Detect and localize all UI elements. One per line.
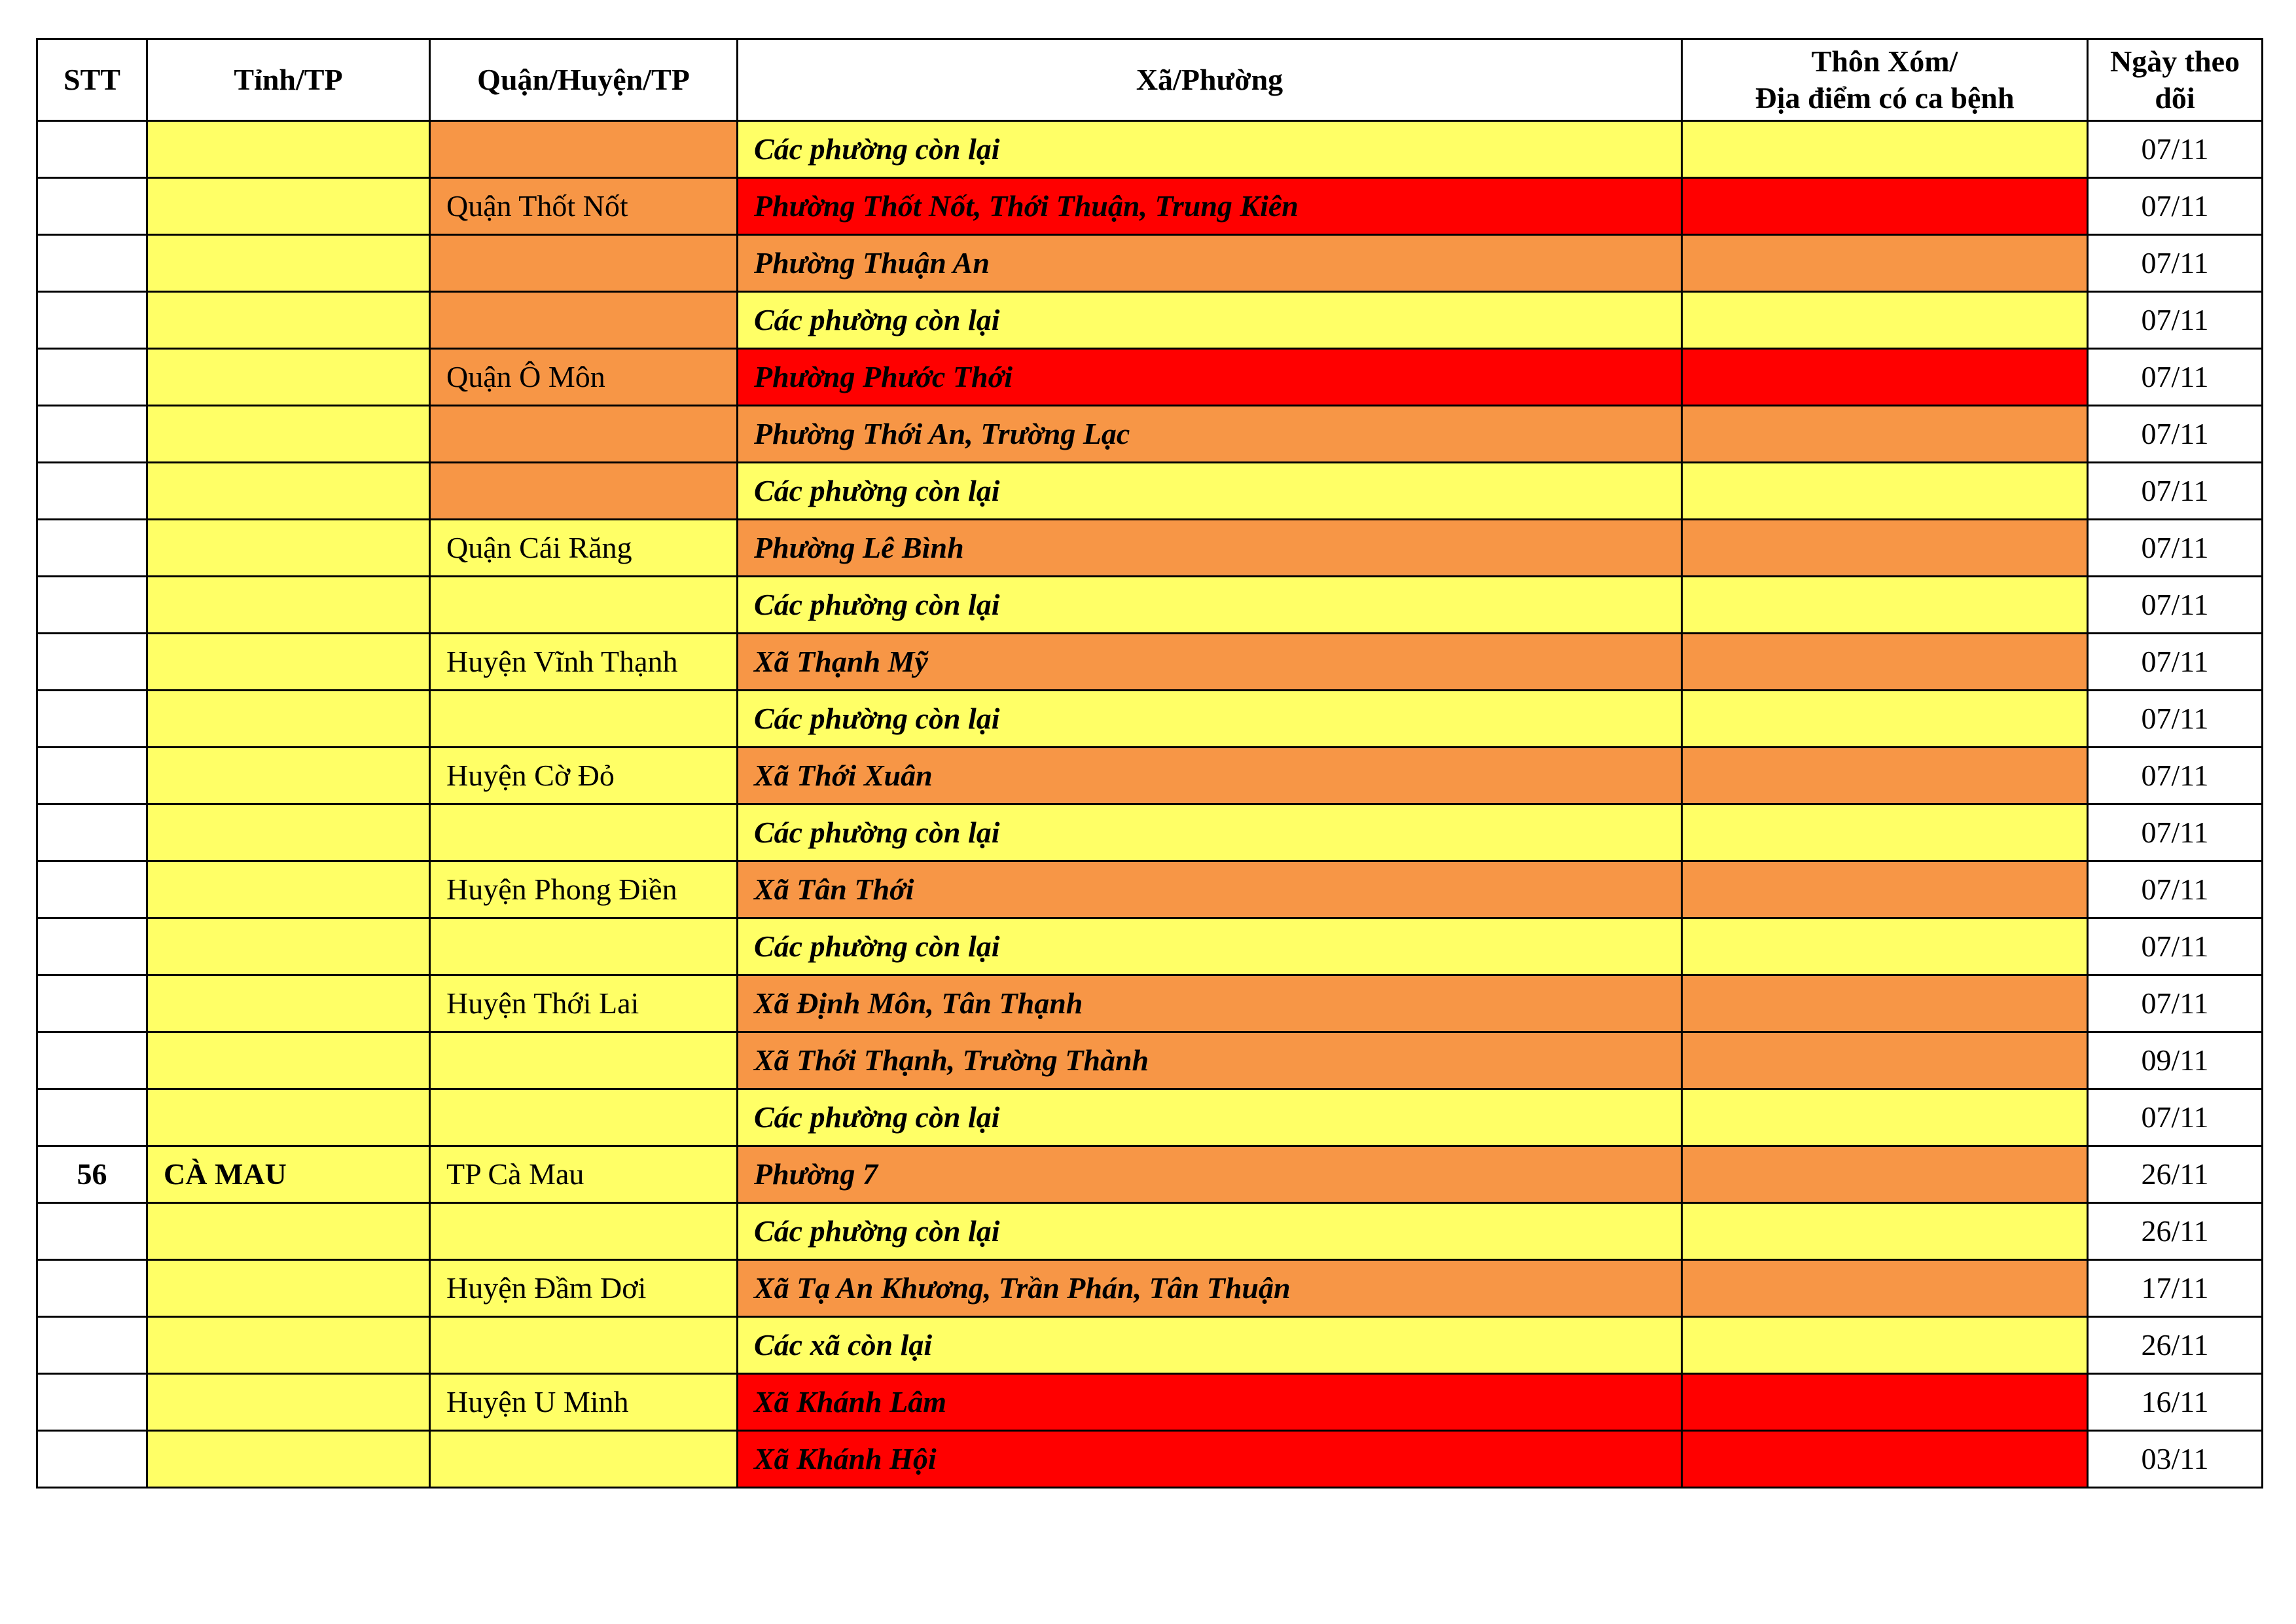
province-cell [147,1317,430,1374]
province-cell [147,178,430,235]
district-cell [430,1089,738,1146]
district-cell: Huyện Cờ Đỏ [430,748,738,804]
stt-cell [37,292,147,349]
location-cell [1682,1032,2088,1089]
table-row [37,577,2263,634]
district-cell [430,918,738,975]
district-cell [430,1032,738,1089]
district-cell [430,577,738,634]
district-cell: Quận Ô Môn [430,349,738,406]
ward-cell: Phường Thuận An [738,235,1682,292]
table-row [37,975,2263,1032]
location-cell [1682,1146,2088,1203]
date-cell: 09/11 [2088,1032,2263,1089]
stt-cell [37,634,147,691]
province-cell [147,1089,430,1146]
table-row [37,1317,2263,1374]
stt-cell [37,520,147,577]
date-cell: 17/11 [2088,1260,2263,1317]
location-cell [1682,235,2088,292]
table-row [37,1146,2263,1203]
province-cell: CÀ MAU [147,1146,430,1203]
ward-cell: Phường Phước Thới [738,349,1682,406]
location-cell [1682,634,2088,691]
ward-cell: Phường 7 [738,1146,1682,1203]
stt-cell [37,1317,147,1374]
stt-cell [37,1431,147,1488]
province-cell [147,975,430,1032]
header-location-line2: Địa điểm có ca bệnh [1755,81,2015,115]
province-cell [147,1032,430,1089]
date-cell: 07/11 [2088,577,2263,634]
location-cell [1682,975,2088,1032]
location-cell [1682,804,2088,861]
district-cell [430,463,738,520]
province-cell [147,349,430,406]
table-row [37,406,2263,463]
stt-cell [37,1260,147,1317]
ward-cell: Xã Khánh Lâm [738,1374,1682,1431]
date-cell: 07/11 [2088,918,2263,975]
location-cell [1682,406,2088,463]
header-province: Tỉnh/TP [147,39,430,121]
date-cell: 07/11 [2088,861,2263,918]
ward-cell: Các phường còn lại [738,577,1682,634]
table-row [37,634,2263,691]
date-cell: 16/11 [2088,1374,2263,1431]
stt-cell [37,1089,147,1146]
ward-cell: Xã Thạnh Mỹ [738,634,1682,691]
district-cell: Quận Cái Răng [430,520,738,577]
ward-cell: Các phường còn lại [738,918,1682,975]
province-cell [147,292,430,349]
table-row [37,520,2263,577]
district-cell [430,235,738,292]
table-row [37,1032,2263,1089]
district-cell [430,1431,738,1488]
province-cell [147,918,430,975]
location-cell [1682,121,2088,178]
stt-cell [37,463,147,520]
table-row [37,691,2263,748]
date-cell: 26/11 [2088,1203,2263,1260]
date-cell: 07/11 [2088,975,2263,1032]
stt-cell: 56 [37,1146,147,1203]
header-location [1682,39,2088,121]
ward-cell: Các phường còn lại [738,1089,1682,1146]
location-cell [1682,1374,2088,1431]
province-cell [147,235,430,292]
ward-cell: Các phường còn lại [738,292,1682,349]
table-row [37,1203,2263,1260]
stt-cell [37,691,147,748]
date-cell: 07/11 [2088,406,2263,463]
header-ward: Xã/Phường [738,39,1682,121]
table-row [37,1374,2263,1431]
date-cell: 07/11 [2088,634,2263,691]
district-cell [430,406,738,463]
ward-cell: Xã Thới Thạnh, Trường Thành [738,1032,1682,1089]
district-cell [430,121,738,178]
table-row [37,861,2263,918]
province-cell [147,121,430,178]
location-cell [1682,691,2088,748]
location-cell [1682,520,2088,577]
province-cell [147,463,430,520]
stt-cell [37,1032,147,1089]
stt-cell [37,121,147,178]
ward-cell: Phường Thới An, Trường Lạc [738,406,1682,463]
location-cell [1682,1203,2088,1260]
province-cell [147,804,430,861]
stt-cell [37,748,147,804]
date-cell: 07/11 [2088,691,2263,748]
district-cell [430,1317,738,1374]
district-cell [430,292,738,349]
ward-cell: Các phường còn lại [738,691,1682,748]
table-body [37,121,2263,1488]
date-cell: 26/11 [2088,1317,2263,1374]
date-cell: 07/11 [2088,520,2263,577]
location-cell [1682,1260,2088,1317]
district-cell [430,691,738,748]
header-district: Quận/Huyện/TP [430,39,738,121]
ward-cell: Xã Thới Xuân [738,748,1682,804]
table-row [37,463,2263,520]
table-row [37,748,2263,804]
date-cell: 07/11 [2088,748,2263,804]
date-cell: 07/11 [2088,292,2263,349]
province-cell [147,406,430,463]
header-date [2088,39,2263,121]
stt-cell [37,178,147,235]
location-cell [1682,861,2088,918]
header-stt: STT [37,39,147,121]
stt-cell [37,918,147,975]
district-cell: Huyện Vĩnh Thạnh [430,634,738,691]
province-cell [147,861,430,918]
table-row [37,804,2263,861]
district-cell: Huyện Đầm Dơi [430,1260,738,1317]
stt-cell [37,406,147,463]
header-location-line1: Thôn Xóm/ [1811,45,1958,78]
table-row [37,349,2263,406]
table-row [37,1260,2263,1317]
province-cell [147,1203,430,1260]
district-cell: Huyện Phong Điền [430,861,738,918]
stt-cell [37,975,147,1032]
stt-cell [37,577,147,634]
stt-cell [37,861,147,918]
date-cell: 07/11 [2088,235,2263,292]
table-row [37,918,2263,975]
header-row [37,39,2263,121]
location-cell [1682,349,2088,406]
date-cell: 07/11 [2088,121,2263,178]
ward-cell: Xã Tạ An Khương, Trần Phán, Tân Thuận [738,1260,1682,1317]
header-date-line2: dõi [2155,81,2195,115]
table-row [37,121,2263,178]
date-cell: 07/11 [2088,1089,2263,1146]
district-cell: Huyện U Minh [430,1374,738,1431]
ward-cell: Xã Tân Thới [738,861,1682,918]
table-row [37,292,2263,349]
ward-cell: Các xã còn lại [738,1317,1682,1374]
table-row [37,1089,2263,1146]
province-cell [147,1374,430,1431]
district-cell: Huyện Thới Lai [430,975,738,1032]
covid-risk-table [36,38,2263,1489]
location-cell [1682,178,2088,235]
province-cell [147,520,430,577]
district-cell [430,804,738,861]
stt-cell [37,1203,147,1260]
date-cell: 03/11 [2088,1431,2263,1488]
ward-cell: Các phường còn lại [738,1203,1682,1260]
stt-cell [37,1374,147,1431]
location-cell [1682,1317,2088,1374]
stt-cell [37,349,147,406]
date-cell: 26/11 [2088,1146,2263,1203]
ward-cell: Xã Khánh Hội [738,1431,1682,1488]
stt-cell [37,235,147,292]
province-cell [147,1260,430,1317]
province-cell [147,577,430,634]
location-cell [1682,577,2088,634]
table-row [37,178,2263,235]
ward-cell: Xã Định Môn, Tân Thạnh [738,975,1682,1032]
table-row [37,235,2263,292]
date-cell: 07/11 [2088,178,2263,235]
district-cell: TP Cà Mau [430,1146,738,1203]
location-cell [1682,748,2088,804]
stt-cell [37,804,147,861]
ward-cell: Phường Lê Bình [738,520,1682,577]
header-date-line1: Ngày theo [2109,45,2240,78]
ward-cell: Các phường còn lại [738,463,1682,520]
location-cell [1682,1431,2088,1488]
province-cell [147,748,430,804]
province-cell [147,634,430,691]
district-cell: Quận Thốt Nốt [430,178,738,235]
ward-cell: Các phường còn lại [738,121,1682,178]
date-cell: 07/11 [2088,463,2263,520]
location-cell [1682,918,2088,975]
ward-cell: Phường Thốt Nốt, Thới Thuận, Trung Kiên [738,178,1682,235]
ward-cell: Các phường còn lại [738,804,1682,861]
location-cell [1682,463,2088,520]
date-cell: 07/11 [2088,349,2263,406]
table-row [37,1431,2263,1488]
location-cell [1682,1089,2088,1146]
district-cell [430,1203,738,1260]
province-cell [147,1431,430,1488]
location-cell [1682,292,2088,349]
date-cell: 07/11 [2088,804,2263,861]
province-cell [147,691,430,748]
